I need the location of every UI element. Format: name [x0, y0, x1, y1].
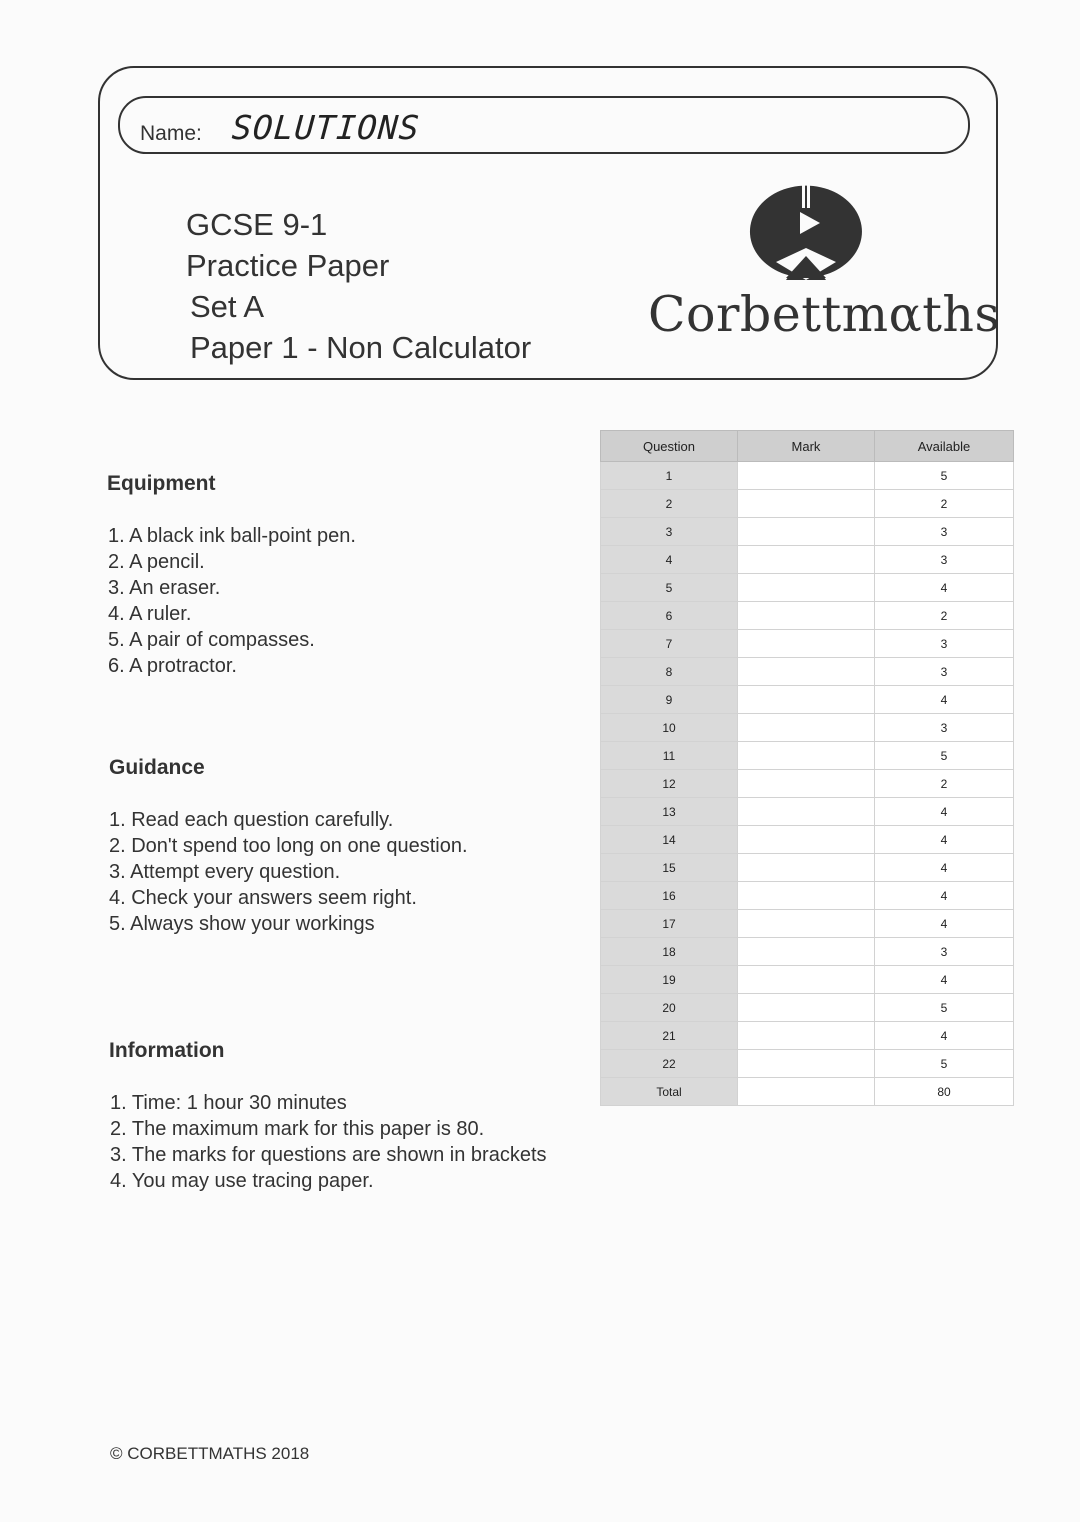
question-number: 1 [601, 462, 738, 490]
available-marks: 4 [875, 686, 1014, 714]
question-number: 21 [601, 1022, 738, 1050]
information-heading: Information [109, 1039, 225, 1062]
mark-cell[interactable] [738, 490, 875, 518]
question-number: 17 [601, 910, 738, 938]
mark-cell[interactable] [738, 770, 875, 798]
mark-cell[interactable] [738, 574, 875, 602]
table-row [601, 994, 1014, 1022]
table-row [601, 714, 1014, 742]
mark-cell[interactable] [738, 518, 875, 546]
available-marks: 3 [875, 658, 1014, 686]
available-marks: 4 [875, 854, 1014, 882]
available-marks: 4 [875, 574, 1014, 602]
column-header-available: Available [875, 431, 1014, 462]
available-marks: 4 [875, 882, 1014, 910]
question-number: 20 [601, 994, 738, 1022]
table-row [601, 518, 1014, 546]
mark-cell[interactable] [738, 658, 875, 686]
list-item: 3. Attempt every question. [109, 861, 341, 883]
table-row [601, 770, 1014, 798]
list-item: 4. You may use tracing paper. [110, 1170, 374, 1192]
mark-cell[interactable] [738, 798, 875, 826]
table-row [601, 910, 1014, 938]
mark-cell[interactable] [738, 686, 875, 714]
table-row [601, 742, 1014, 770]
available-marks: 3 [875, 546, 1014, 574]
table-row [601, 602, 1014, 630]
question-number: 5 [601, 574, 738, 602]
question-number: 13 [601, 798, 738, 826]
available-marks: 4 [875, 798, 1014, 826]
table-row [601, 658, 1014, 686]
name-value: SOLUTIONS [230, 108, 422, 147]
question-number: 11 [601, 742, 738, 770]
mark-cell[interactable] [738, 1078, 875, 1106]
table-row [601, 1022, 1014, 1050]
list-item: 2. A pencil. [108, 551, 205, 573]
question-number: 3 [601, 518, 738, 546]
mark-cell[interactable] [738, 994, 875, 1022]
mark-cell[interactable] [738, 1050, 875, 1078]
available-marks: 3 [875, 714, 1014, 742]
list-item: 4. Check your answers seem right. [109, 887, 417, 909]
list-item: 1. Time: 1 hour 30 minutes [110, 1092, 347, 1114]
table-row [601, 574, 1014, 602]
table-row [601, 686, 1014, 714]
table-row [601, 966, 1014, 994]
table-row [601, 826, 1014, 854]
information-list [110, 1090, 547, 1194]
available-marks: 3 [875, 630, 1014, 658]
equipment-heading: Equipment [107, 472, 216, 495]
question-number: 19 [601, 966, 738, 994]
title-line: Set A [190, 289, 265, 324]
available-marks: 5 [875, 462, 1014, 490]
table-row [601, 630, 1014, 658]
available-marks: 80 [875, 1078, 1014, 1106]
table-row [601, 882, 1014, 910]
paper-title [186, 204, 531, 368]
equipment-list [108, 523, 356, 679]
table-row [601, 1078, 1014, 1106]
column-header-mark: Mark [738, 431, 875, 462]
mark-cell[interactable] [738, 630, 875, 658]
mark-cell[interactable] [738, 602, 875, 630]
table-row [601, 854, 1014, 882]
mark-cell[interactable] [738, 714, 875, 742]
question-number: 9 [601, 686, 738, 714]
list-item: 4. A ruler. [108, 603, 192, 625]
mark-cell[interactable] [738, 742, 875, 770]
available-marks: 2 [875, 770, 1014, 798]
question-number: 18 [601, 938, 738, 966]
table-header-row [601, 431, 1014, 462]
table-row [601, 546, 1014, 574]
list-item: 2. Don't spend too long on one question. [109, 835, 468, 857]
available-marks: 5 [875, 994, 1014, 1022]
guidance-heading: Guidance [109, 756, 205, 779]
list-item: 2. The maximum mark for this paper is 80. [110, 1118, 485, 1140]
question-number: 22 [601, 1050, 738, 1078]
available-marks: 4 [875, 1022, 1014, 1050]
table-row [601, 798, 1014, 826]
table-row [601, 1050, 1014, 1078]
mark-cell[interactable] [738, 882, 875, 910]
available-marks: 4 [875, 966, 1014, 994]
name-label: Name: [140, 122, 202, 145]
mark-cell[interactable] [738, 910, 875, 938]
title-line: GCSE 9-1 [186, 207, 328, 242]
available-marks: 3 [875, 938, 1014, 966]
marks-table [600, 430, 1014, 1106]
list-item: 5. A pair of compasses. [108, 629, 315, 651]
question-number: 15 [601, 854, 738, 882]
title-line: Practice Paper [186, 248, 390, 283]
available-marks: 5 [875, 742, 1014, 770]
logo-text: Corbettmαths [648, 286, 1001, 343]
list-item: 5. Always show your workings [109, 913, 375, 935]
mark-cell[interactable] [738, 546, 875, 574]
question-number: 7 [601, 630, 738, 658]
mark-cell[interactable] [738, 826, 875, 854]
table-row [601, 462, 1014, 490]
list-item: 1. A black ink ball-point pen. [108, 525, 356, 547]
available-marks: 2 [875, 490, 1014, 518]
copyright-footer: © CORBETTMATHS 2018 [110, 1444, 310, 1463]
question-number: 8 [601, 658, 738, 686]
title-line: Paper 1 - Non Calculator [190, 330, 532, 365]
mark-cell[interactable] [738, 854, 875, 882]
guidance-list [109, 807, 468, 937]
question-number: 12 [601, 770, 738, 798]
mark-cell[interactable] [738, 1022, 875, 1050]
corbettmaths-logo-icon [748, 182, 864, 282]
mark-cell[interactable] [738, 938, 875, 966]
list-item: 3. The marks for questions are shown in brackets [110, 1144, 547, 1166]
table-row [601, 490, 1014, 518]
available-marks: 5 [875, 1050, 1014, 1078]
question-number: 10 [601, 714, 738, 742]
question-number: 14 [601, 826, 738, 854]
list-item: 6. A protractor. [108, 655, 237, 677]
available-marks: 4 [875, 826, 1014, 854]
marks-table-body [601, 462, 1014, 1106]
available-marks: 4 [875, 910, 1014, 938]
available-marks: 3 [875, 518, 1014, 546]
question-number: 2 [601, 490, 738, 518]
question-number: 16 [601, 882, 738, 910]
list-item: 3. An eraser. [108, 577, 221, 599]
table-row [601, 938, 1014, 966]
mark-cell[interactable] [738, 462, 875, 490]
question-number: 4 [601, 546, 738, 574]
list-item: 1. Read each question carefully. [109, 809, 394, 831]
column-header-question: Question [601, 431, 738, 462]
available-marks: 2 [875, 602, 1014, 630]
question-number: Total [601, 1078, 738, 1106]
mark-cell[interactable] [738, 966, 875, 994]
question-number: 6 [601, 602, 738, 630]
